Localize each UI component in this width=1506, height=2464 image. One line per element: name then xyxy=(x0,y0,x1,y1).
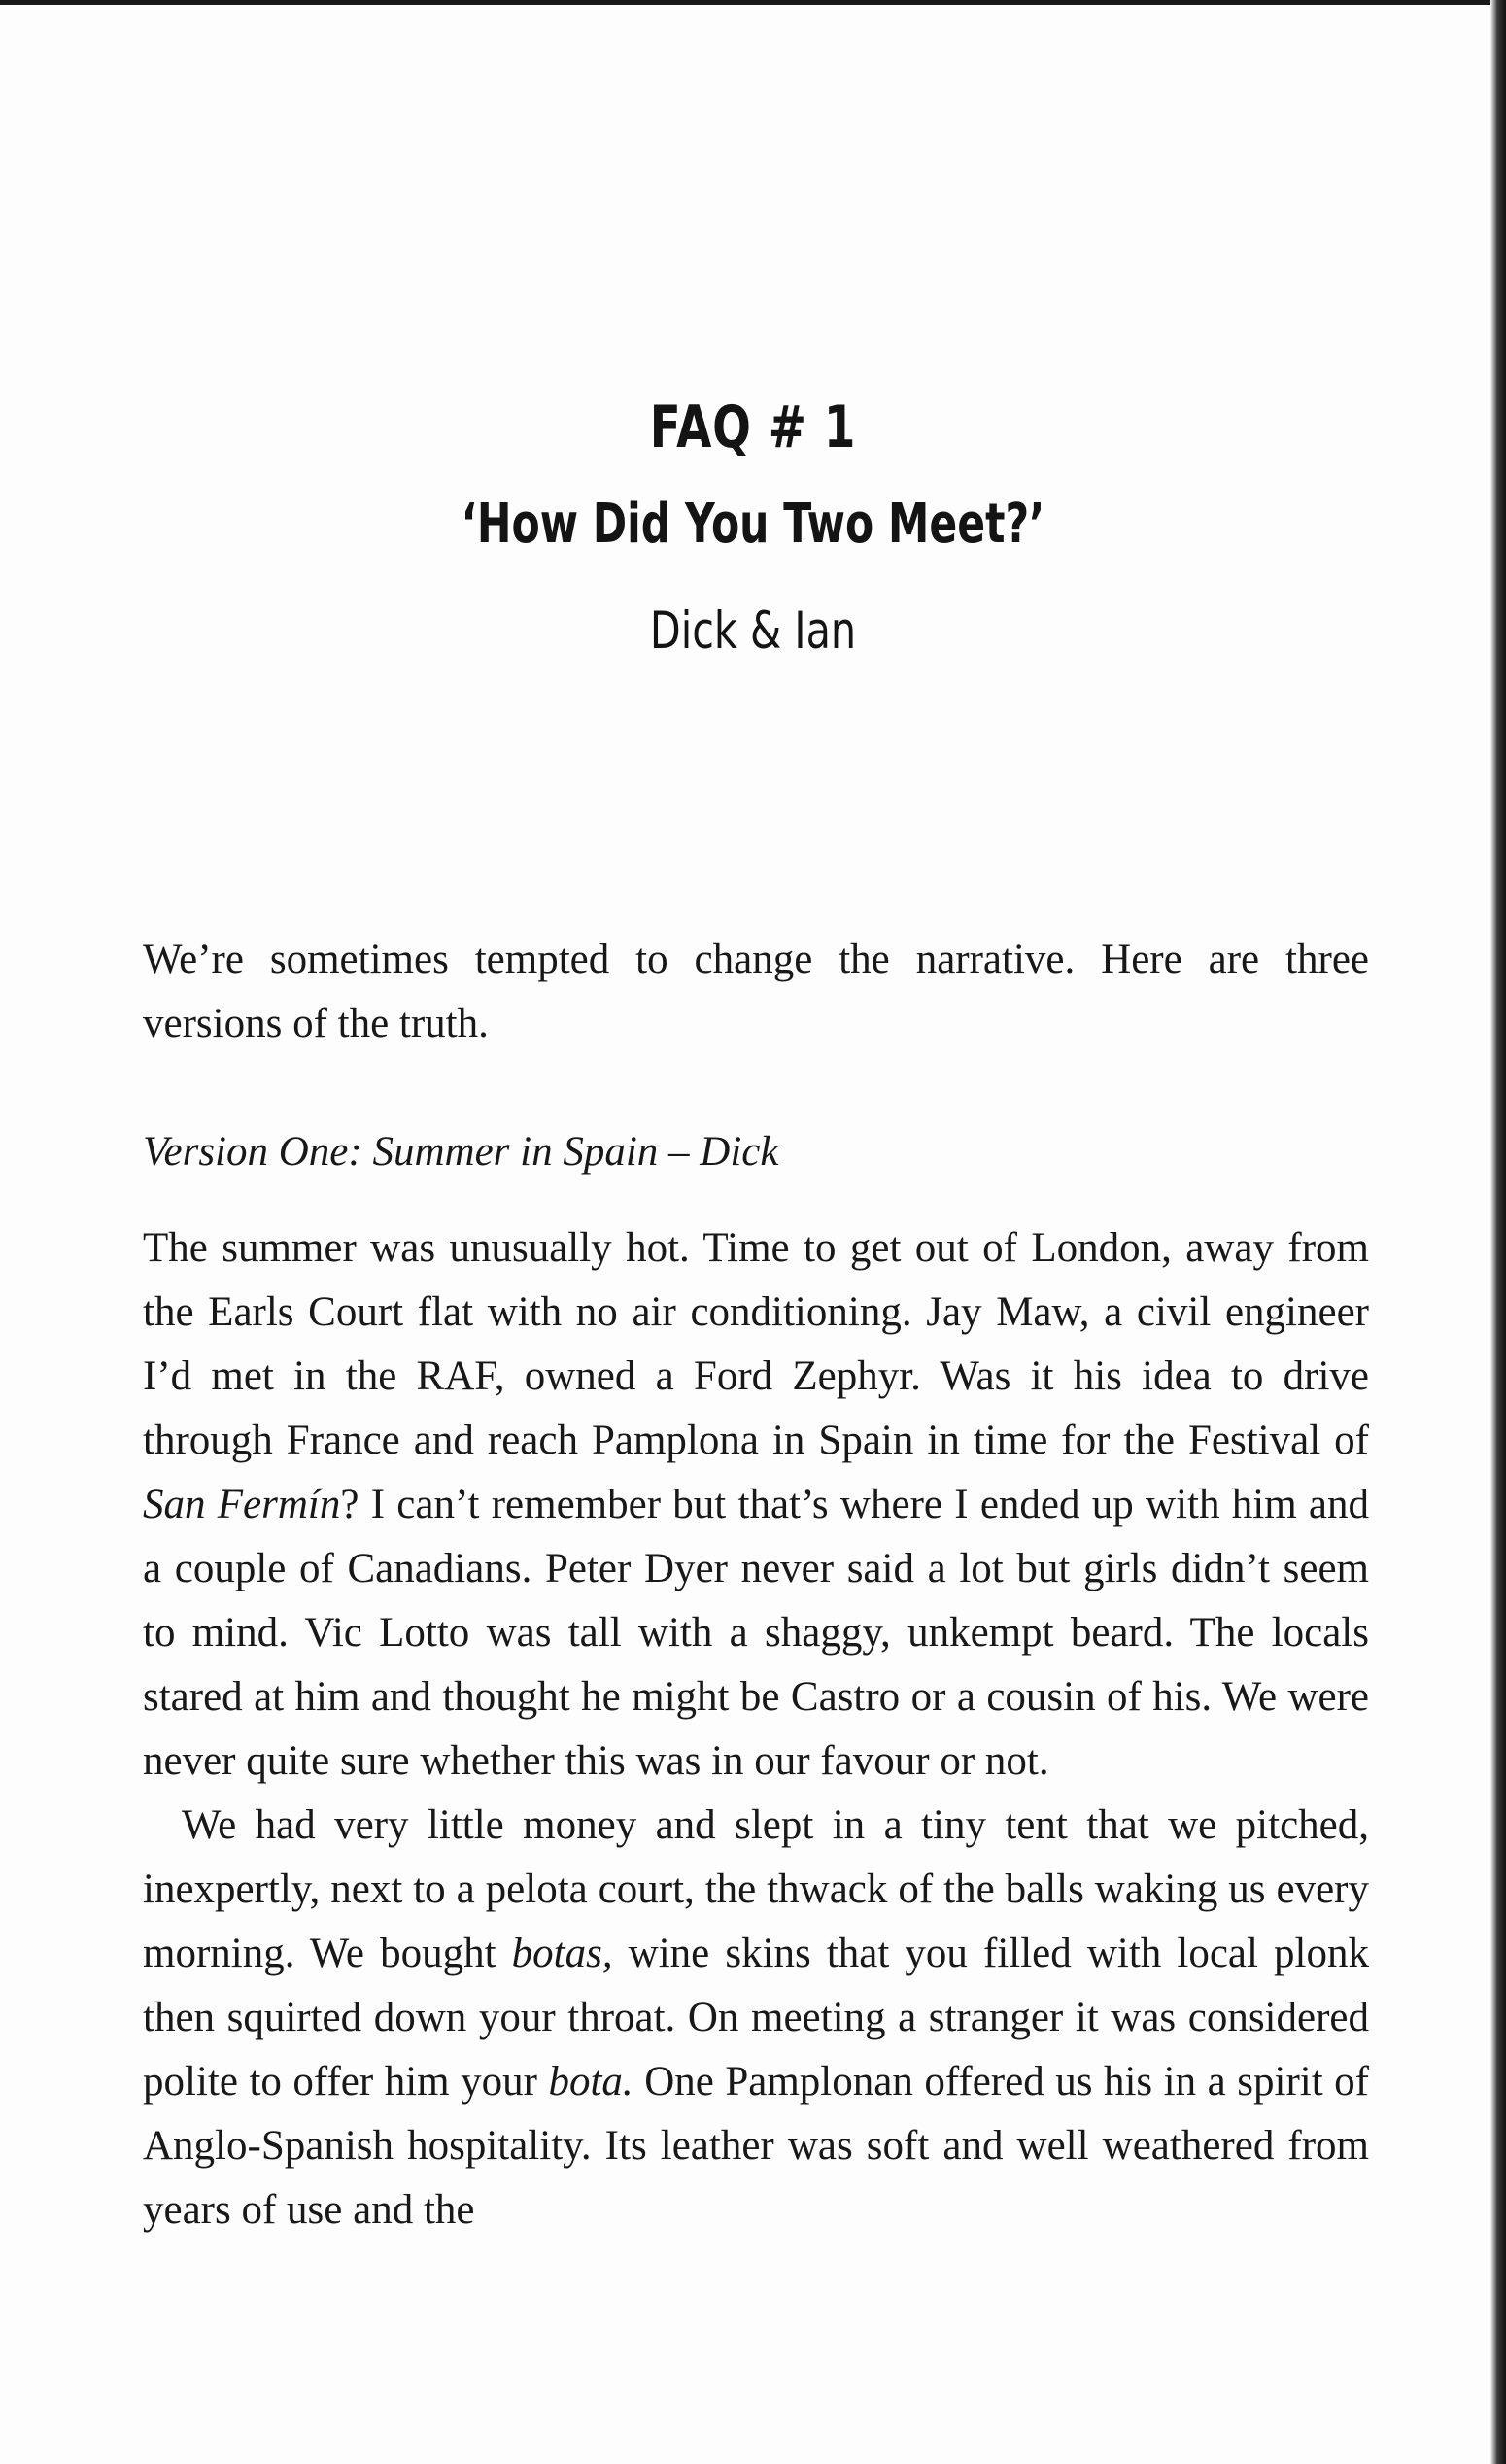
version-one-paragraph-2 xyxy=(143,1794,1369,2242)
italic-term-bota: bota. xyxy=(548,2059,633,2105)
paragraph-text: The summer was unusually hot. Time to get out of London, away from the Earls Court flat with no air conditioning. Jay Maw, a civil engineer I’d met in the RAF, owned a Ford Zephyr. Was it his idea to drive through France and reach Pamplona in Spain in time for the Festival of xyxy=(143,1225,1369,1463)
paragraph-text: We had very little money and slept in a tiny tent that we pitched, inexpertly, next to a pelota court, the thwack of the balls waking us every morning. We bought xyxy=(143,1802,1369,1976)
faq-authors: Dick & Ian xyxy=(649,601,857,661)
body-text xyxy=(143,928,1369,2242)
intro-paragraph: We’re sometimes tempted to change the narrative. Here are three versions of the truth. xyxy=(143,937,1369,1046)
faq-number-title: FAQ # 1 xyxy=(649,394,857,462)
faq-question-title: ‘How Did You Two Meet?’ xyxy=(461,493,1045,556)
italic-term-botas: botas, xyxy=(511,1931,613,1976)
page-top-edge xyxy=(0,0,1506,5)
chapter-heading xyxy=(0,384,1506,685)
paragraph-text: wine skins that you filled with local plonk then squirted down your throat. On meeting a stranger it was considered polite to offer him your xyxy=(143,1931,1369,2105)
italic-term-san-fermin: San Fermín xyxy=(143,1482,341,1527)
page-binding-shadow xyxy=(1490,0,1506,2464)
version-one-paragraph-1 xyxy=(143,1216,1369,1794)
paragraph-text: One Pamplonan offered us his in a spirit of Anglo-Spanish hospitality. Its leather was soft and well weathered from years of use and the xyxy=(143,2059,1369,2233)
version-one-heading: Version One: Summer in Spain – Dick xyxy=(143,1129,779,1175)
paragraph-text: ? I can’t remember but that’s where I ended up with him and a couple of Canadians. Peter Dyer never said a lot but girls didn’t seem to mind. Vic Lotto was tall with a shaggy, unkempt beard. The locals stared at him and thought he might be Castro or a cousin of his. We were never quite sure whether this was in our favour or not. xyxy=(143,1482,1369,1784)
